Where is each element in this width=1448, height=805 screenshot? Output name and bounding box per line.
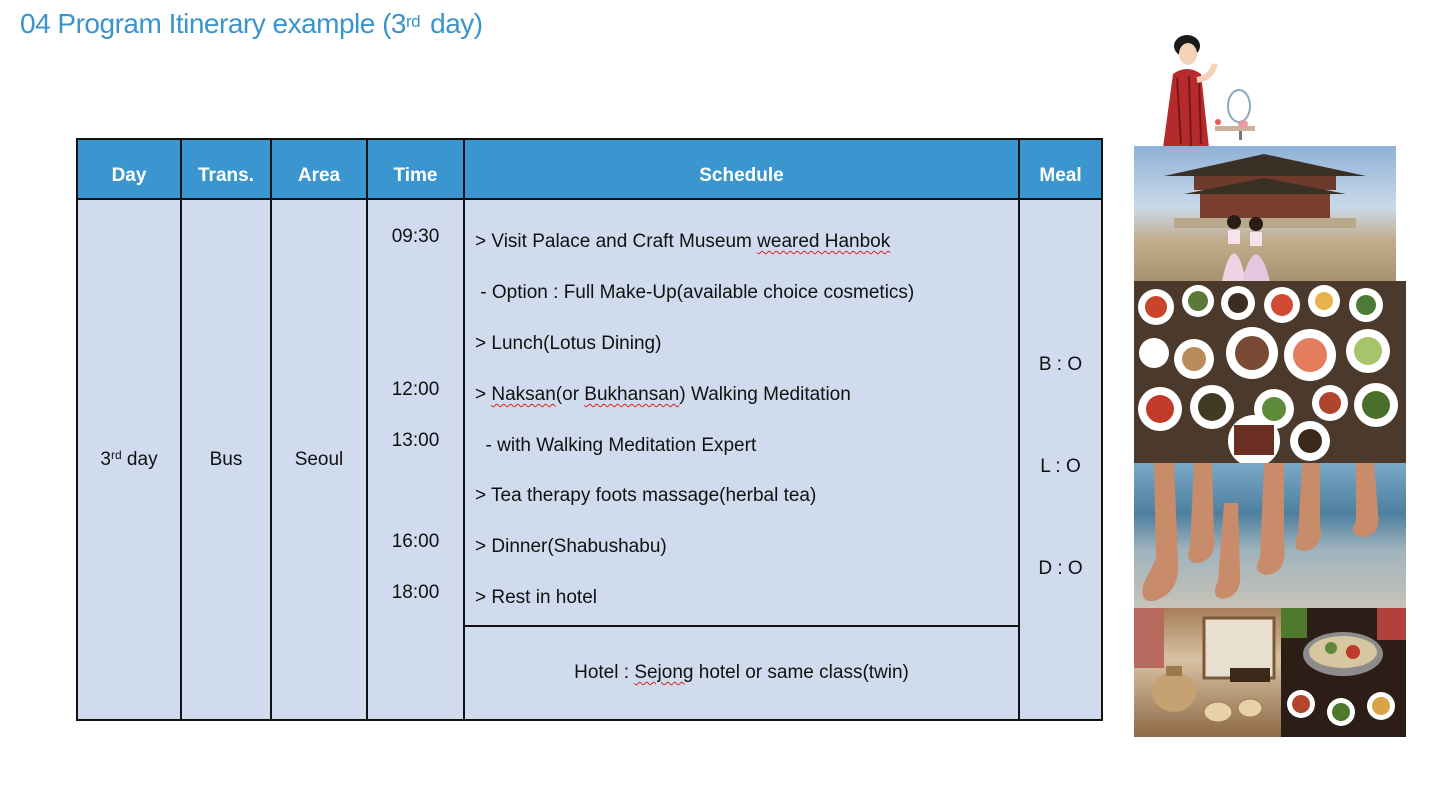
meal-entry: D : O	[1038, 558, 1083, 579]
day-cell	[77, 199, 181, 720]
header-trans: Trans.	[181, 139, 271, 199]
woman-makeup-illustration	[1155, 34, 1255, 148]
title-sup: rd	[406, 12, 421, 31]
header-day: Day	[77, 139, 181, 199]
day-sup: rd	[110, 447, 122, 462]
meal-cell	[1019, 199, 1102, 720]
schedule-item: > Tea therapy foots massage(herbal tea)	[475, 484, 817, 506]
meal-entry: B : O	[1038, 354, 1083, 375]
time-entry: 13:00	[391, 430, 440, 451]
itinerary-table	[76, 138, 1103, 721]
schedule-item: > Dinner(Shabushabu)	[475, 535, 667, 557]
schedule-item: > Rest in hotel	[475, 586, 597, 608]
header-row	[77, 139, 1102, 199]
palace-hanbok-photo	[1134, 146, 1396, 281]
table-row	[77, 199, 1102, 626]
time-cell	[367, 199, 464, 720]
trans-cell: Bus	[181, 199, 271, 720]
header-schedule: Schedule	[464, 139, 1019, 199]
schedule-item: - Option : Full Make-Up(available choice cosmetics)	[475, 281, 915, 303]
barefoot-walking-photo	[1134, 463, 1406, 608]
time-entry: 12:00	[391, 379, 440, 400]
meal-entry: L : O	[1040, 456, 1081, 477]
day-num: 3	[100, 448, 111, 470]
header-meal: Meal	[1019, 139, 1102, 199]
area-cell: Seoul	[271, 199, 367, 720]
shabu-dinner-photo	[1281, 608, 1406, 737]
schedule-item: > Naksan(or Bukhansan) Walking Meditation	[475, 383, 851, 405]
schedule-item: - with Walking Meditation Expert	[475, 434, 757, 456]
page-title	[20, 8, 483, 40]
time-entry: 16:00	[391, 531, 440, 552]
schedule-cell	[464, 199, 1019, 626]
title-tail: day)	[430, 8, 483, 39]
day-tail: day	[121, 448, 158, 470]
title-text: 04 Program Itinerary example (3	[20, 8, 407, 39]
tea-set-photo	[1134, 608, 1281, 737]
korean-food-photo	[1134, 281, 1406, 463]
schedule-item: > Lunch(Lotus Dining)	[475, 332, 662, 354]
hotel-cell: Hotel : Sejong hotel or same class(twin)	[464, 626, 1019, 720]
time-entry: 18:00	[391, 582, 440, 603]
time-entry: 09:30	[391, 226, 440, 247]
header-area: Area	[271, 139, 367, 199]
header-time: Time	[367, 139, 464, 199]
schedule-item: > Visit Palace and Craft Museum weared Hanbok	[475, 230, 891, 252]
